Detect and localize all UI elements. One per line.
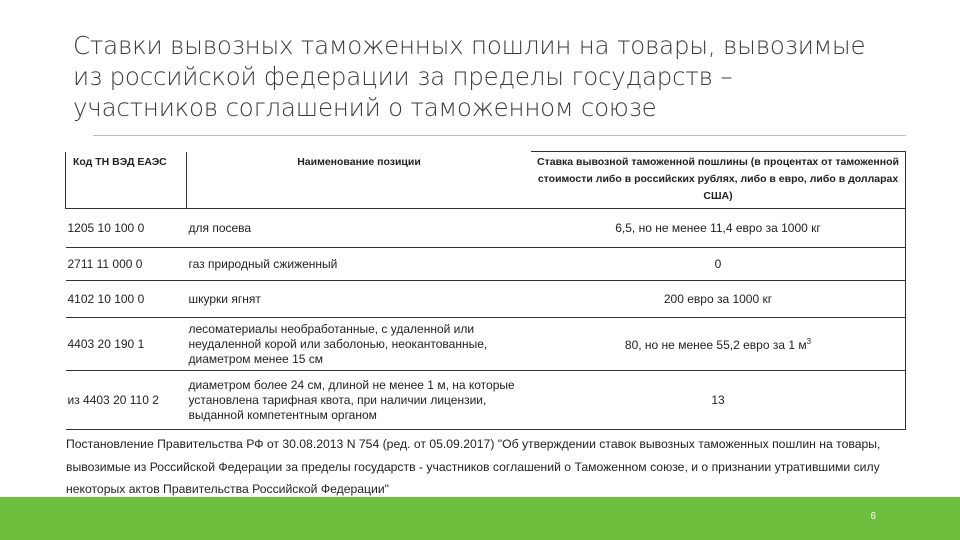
- title-divider: [93, 135, 906, 136]
- cell-name: диаметром более 24 см, длиной не менее 1 м, на которые установлена тарифная квота, при наличии лицензии, выданной компетентным органом: [187, 371, 532, 430]
- cell-name: газ природный сжиженный: [187, 248, 532, 281]
- header-rate: Ставка вывозной таможенной пошлины (в процентах от таможенной стоимости либо в российских рублях, либо в евро, либо в долларах США): [531, 152, 906, 209]
- cell-code: из 4403 20 110 2: [66, 371, 187, 430]
- table-header-row: [66, 152, 906, 209]
- slide-title-line: участников соглашений о таможенном союзе: [73, 93, 657, 122]
- table-row: [66, 281, 906, 318]
- table-row: [66, 371, 906, 430]
- cell-rate: 200 евро за 1000 кг: [531, 281, 906, 318]
- cell-name: лесоматериалы необработанные, с удаленной или неудаленной корой или заболонью, неокантованные, диаметром менее 15 см: [187, 318, 532, 371]
- duty-rates-table: [65, 151, 906, 430]
- rate-superscript: 3: [806, 336, 812, 346]
- table-row: [66, 318, 906, 371]
- source-note: Постановление Правительства РФ от 30.08.2013 N 754 (ред. от 05.09.2017) "Об утверждении ставок вывозных таможенных пошлин на товары, вывозимые из Российской Федерации за пределы государств - участников соглашений о Таможенном союзе, и о признании утратившими силу некоторых актов Правительства Российской Федерации": [66, 437, 881, 496]
- slide-title-line: Ставки вывозных таможенных пошлин на товары, вывозимые: [73, 31, 866, 60]
- header-name: Наименование позиции: [297, 155, 421, 168]
- page-number: 6: [870, 511, 876, 522]
- cell-rate: 0: [531, 248, 906, 281]
- cell-name: шкурки ягнят: [187, 281, 532, 318]
- slide-title: [73, 30, 903, 123]
- cell-rate: 6,5, но не менее 11,4 евро за 1000 кг: [531, 209, 906, 248]
- cell-rate: [531, 318, 906, 371]
- table-row: [66, 248, 906, 281]
- rate-text: 80, но не менее 55,2 евро за 1 м: [624, 337, 807, 352]
- cell-code: 1205 10 100 0: [66, 209, 187, 248]
- footer-bar: [0, 497, 960, 540]
- cell-code: 4102 10 100 0: [66, 281, 187, 318]
- slide-title-line: из российской федерации за пределы государств –: [73, 62, 733, 91]
- table-row: [66, 209, 906, 248]
- cell-code: 4403 20 190 1: [66, 318, 187, 371]
- cell-name: для посева: [187, 209, 532, 248]
- cell-rate: 13: [531, 371, 906, 430]
- cell-code: 2711 11 000 0: [66, 248, 187, 281]
- header-code: Код ТН ВЭД ЕАЭС: [66, 152, 187, 209]
